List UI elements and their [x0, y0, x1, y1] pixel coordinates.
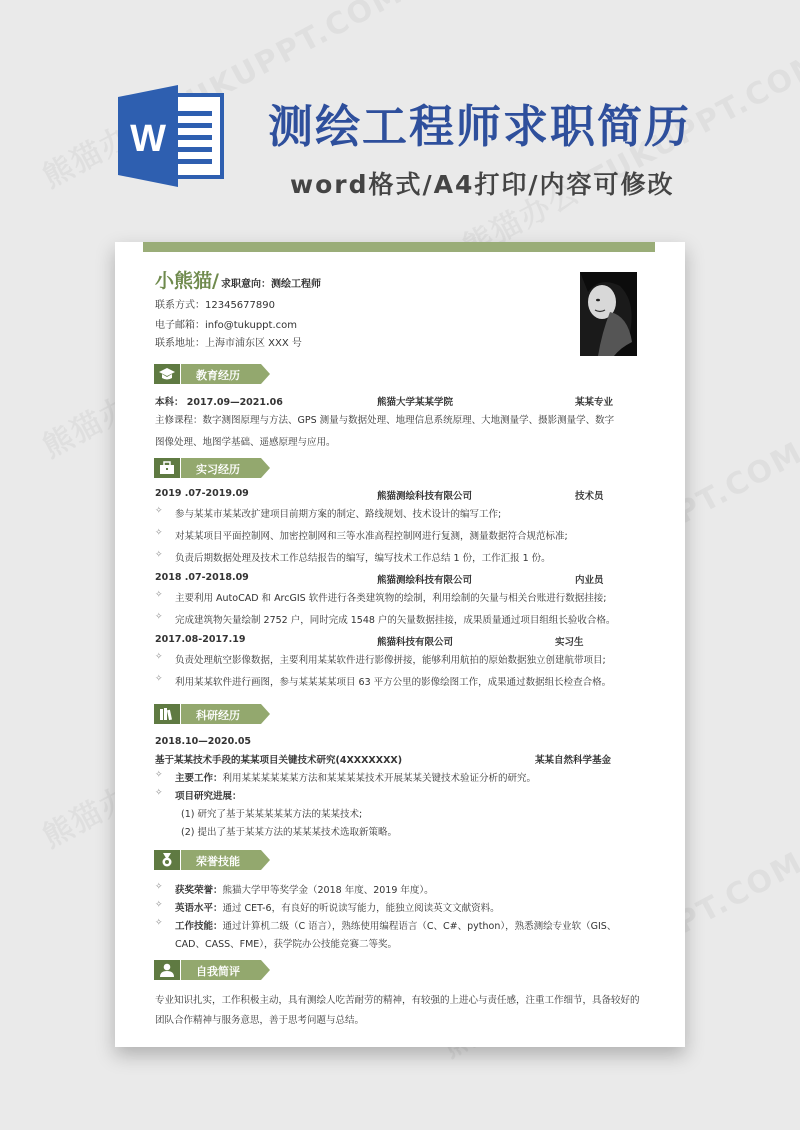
bullet-icon: ✧	[155, 652, 163, 662]
contact-phone: 联系方式：12345677890	[155, 300, 275, 311]
internship-1-period: 2019 .07-2019.09	[155, 488, 249, 499]
page-header	[0, 0, 800, 240]
svg-text:W: W	[130, 118, 166, 160]
user-icon	[159, 963, 175, 977]
list-item: (1) 研究了基于某某某某某方法的某某技术;	[181, 809, 363, 820]
bullet-icon: ✧	[155, 506, 163, 516]
internship-1-company: 熊猫测绘科技有限公司	[377, 491, 473, 502]
top-accent-bar	[143, 242, 655, 252]
section-header-education: 教育经历	[154, 364, 274, 384]
bullet-icon: ✧	[155, 590, 163, 600]
education-period: 本科： 2017.09—2021.06	[155, 397, 283, 408]
education-school: 熊猫大学某某学院	[377, 397, 454, 408]
internship-1-role: 技术员	[575, 491, 604, 502]
books-icon	[159, 707, 175, 721]
contact-address: 联系地址：上海市浦东区 XXX 号	[155, 338, 302, 349]
graduation-cap-icon	[159, 367, 175, 381]
bullet-icon: ✧	[155, 528, 163, 538]
bullet-icon: ✧	[155, 612, 163, 622]
bullet-icon: ✧	[155, 674, 163, 684]
research-period: 2018.10—2020.05	[155, 736, 252, 747]
research-work: 主要工作：利用某某某某某某方法和某某某某技术开展某某关键技术验证分析的研究。	[175, 773, 537, 784]
internship-2-company: 熊猫测绘科技有限公司	[377, 575, 473, 586]
bullet-icon: ✧	[155, 900, 163, 910]
self-eval-text: 专业知识扎实，工作积极主动，具有测绘人吃苦耐劳的精神，有较强的上进心与责任感，注重工作细节，具备较好的	[155, 995, 640, 1006]
list-item: 完成建筑物矢量绘制 2752 户，同时完成 1548 户的矢量数据挂接，成果质量通过项目组组长验收合格。	[175, 615, 616, 626]
page-subtitle: word格式/A4打印/内容可修改	[290, 170, 675, 199]
internship-2-period: 2018 .07-2018.09	[155, 572, 249, 583]
list-item: (2) 提出了基于某某方法的某某某技术选取新策略。	[181, 827, 397, 838]
research-fund: 某某自然科学基金	[535, 755, 612, 766]
bullet-icon: ✧	[155, 918, 163, 928]
resume-paper	[115, 242, 685, 1047]
research-progress-label: 项目研究进展：	[175, 791, 242, 802]
internship-3-role: 实习生	[555, 637, 584, 648]
honor-award: 获奖荣誉：熊猫大学甲等奖学金（2018 年度、2019 年度）。	[175, 885, 434, 896]
section-header-honors: 荣誉技能	[154, 850, 274, 870]
education-courses-cont: 图像处理、地图学基础、遥感原理与应用。	[155, 437, 336, 448]
list-item: 对某某项目平面控制网、加密控制网和三等水准高程控制网进行复测，测量数据符合规范标准;	[175, 531, 568, 542]
medal-icon	[159, 853, 175, 867]
list-item: 主要利用 AutoCAD 和 ArcGIS 软件进行各类建筑物的绘制，利用绘制的矢量与相关台账进行数据挂接;	[175, 593, 607, 604]
education-major: 某某专业	[575, 397, 614, 408]
internship-3-period: 2017.08-2017.19	[155, 634, 246, 645]
job-intent: 求职意向：测绘工程师	[221, 279, 321, 290]
internship-3-company: 熊猫科技有限公司	[377, 637, 454, 648]
list-item: 负责处理航空影像数据，主要利用某某软件进行影像拼接，能够利用航拍的原始数据独立创建航带项目;	[175, 655, 606, 666]
list-item: 利用某某软件进行画图，参与某某某某项目 63 平方公里的影像绘图工作，成果通过数据组长检查合格。	[175, 677, 612, 688]
bullet-icon: ✧	[155, 788, 163, 798]
profile-photo	[580, 272, 637, 356]
bullet-icon: ✧	[155, 882, 163, 892]
bullet-icon: ✧	[155, 550, 163, 560]
candidate-name: 小熊猫/	[155, 270, 219, 292]
page-title: 测绘工程师求职简历	[268, 100, 692, 153]
education-courses: 主修课程：数字测图原理与方法、GPS 测量与数据处理、地理信息系统原理、大地测量学、摄影测量学、数字	[155, 415, 615, 426]
honor-skills-cont: CAD、CASS、FME），获学院办公技能竞赛二等奖。	[175, 939, 398, 950]
honor-skills: 工作技能：通过计算机二级（C 语言），熟练使用编程语言（C、C#、python），熟悉测绘专业软（GIS、	[175, 921, 617, 932]
list-item: 参与某某市某某改扩建项目前期方案的制定、路线规划、技术设计的编写工作;	[175, 509, 502, 520]
word-icon	[118, 85, 224, 187]
contact-email: 电子邮箱：info@tukuppt.com	[155, 320, 297, 331]
self-eval-text-cont: 团队合作精神与服务意思，善于思考问题与总结。	[155, 1015, 365, 1026]
bullet-icon: ✧	[155, 770, 163, 780]
list-item: 负责后期数据处理及技术工作总结报告的编写，编写技术工作总结 1 份，工作汇报 1 份。	[175, 553, 551, 564]
section-header-self-eval: 自我简评	[154, 960, 274, 980]
honor-english: 英语水平：通过 CET-6，有良好的听说读写能力，能独立阅读英文文献资料。	[175, 903, 500, 914]
research-project: 基于某某技术手段的某某项目关键技术研究(4XXXXXXX)	[155, 755, 403, 766]
section-header-internship: 实习经历	[154, 458, 274, 478]
briefcase-icon	[159, 461, 175, 475]
section-header-research: 科研经历	[154, 704, 274, 724]
internship-2-role: 内业员	[575, 575, 604, 586]
